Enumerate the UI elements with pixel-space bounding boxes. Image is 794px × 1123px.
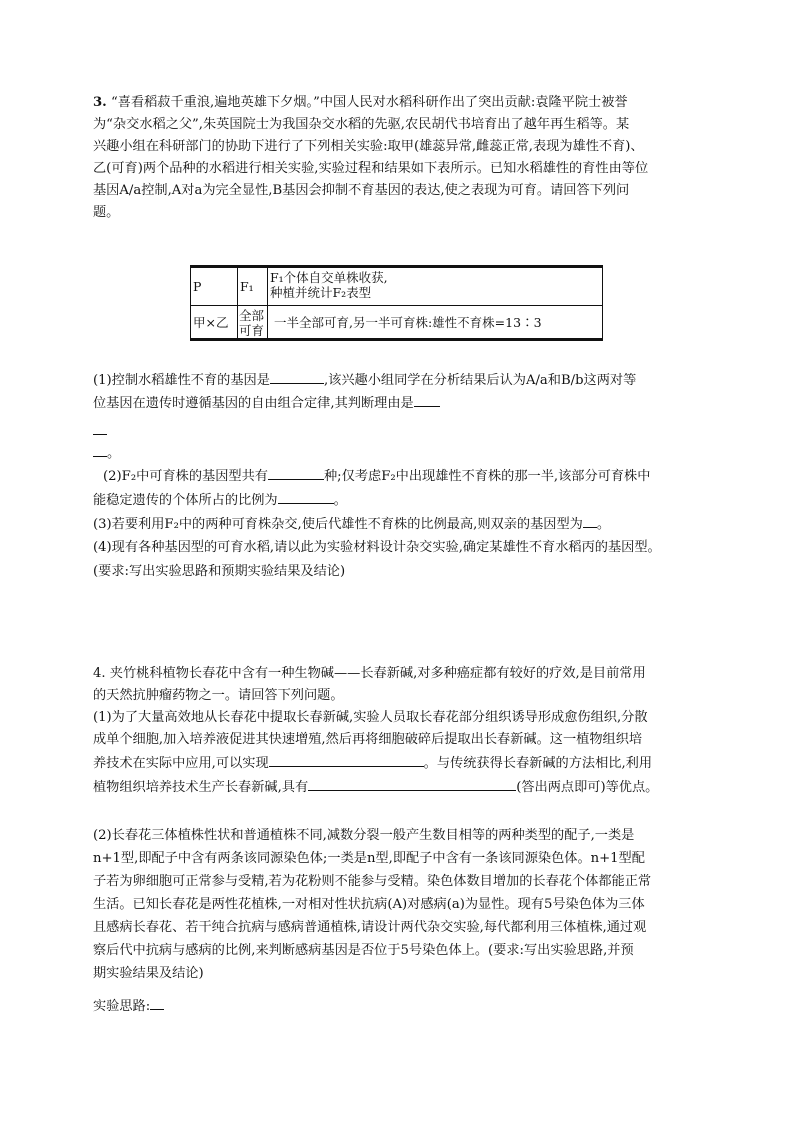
- table-cell-f1-line2: 可育: [239, 323, 265, 338]
- q3-sub4-line2: (要求:写出实验思路和预期实验结果及结论): [93, 564, 346, 579]
- q4-sub2-line4: 生活。已知长春花是两性花植株,一对相对性状抗病(A)对感病(a)为显性。现有5号染色体为三体: [93, 897, 645, 912]
- q3-sub1-line4: 。: [93, 442, 723, 465]
- q4-sub2-line3: 子若为卵细胞可正常参与受精,若为花粉则不能参与受精。染色体数目增加的长春花个体都能正常: [93, 874, 652, 889]
- q4-line-2: 的天然抗肿瘤药物之一。请回答下列问题。: [93, 688, 344, 703]
- table-cell-f1: [238, 306, 268, 341]
- q4-sub1-line2: 成单个细胞,加入培养液促进其快速增殖,然后再将细胞破碎后提取出长春新碱。这一植物组织培: [93, 732, 643, 747]
- q4-sub2-line1: (2)长春花三体植株性状和普通植株不同,减数分裂一般产生数目相等的两种类型的配子,一类是: [93, 828, 635, 843]
- q4-idea-line: [93, 995, 723, 1018]
- q3-sub4-line1: (4)现有各种基因型的可育水稻,请以此为实验材料设计杂交实验,确定某雄性不育水稻丙的基因型。: [93, 540, 661, 555]
- answer-blank[interactable]: [270, 369, 324, 384]
- q3-sub2-line2: 能稳定遗传的个体所占的比例为 。: [93, 489, 723, 512]
- answer-blank[interactable]: [150, 995, 164, 1010]
- table-header-f1: F₁: [238, 268, 268, 305]
- q3-line-2: 为“杂交水稻之父”,朱英国院士为我国杂交水稻的先驱,农民胡代书培育出了越年再生稻等。某: [93, 117, 630, 132]
- q3-line-1: [93, 92, 723, 114]
- q3-line-6: 题。: [93, 205, 120, 220]
- q4-sub1-line4: 植物组织培养技术生产长春新碱,具有 (答出两点即可)等优点。: [93, 776, 723, 799]
- q4-sub2-line6: 察后代中抗病与感病的比例,来判断感病基因是否位于5号染色体上。(要求:写出实验思路,并预: [93, 943, 634, 958]
- table-header-f2-line2: 种植并统计F₂表型: [270, 285, 372, 300]
- q3-number: 3.: [93, 95, 107, 110]
- table-cell-f2: 一半全部可育,另一半可育株:雄性不育株=13∶3: [274, 315, 542, 330]
- table-header-p: P: [191, 268, 238, 305]
- table-header-f2-line1: F₁个体自交单株收获,: [270, 270, 388, 285]
- answer-blank[interactable]: [269, 752, 424, 767]
- answer-blank[interactable]: [583, 513, 597, 528]
- q3-sub1-line1: (1)控制水稻雄性不育的基因是 ,该兴趣小组同学在分析结果后认为A/a和B/b这两对等: [93, 369, 723, 392]
- q3-sub1-line2: 位基因在遗传时遵循基因的自由组合定律,其判断理由是: [93, 392, 723, 415]
- q4-sub2-line7: 期实验结果及结论): [93, 966, 204, 981]
- q3-line-4: 乙(可育)两个品种的水稻进行相关实验,实验过程和结果如下表所示。已知水稻雄性的育性由等位: [93, 161, 649, 176]
- q4-sub1-line1: (1)为了大量高效地从长春花中提取长春新碱,实验人员取长春花部分组织诱导形成愈伤组织,分散: [93, 710, 648, 725]
- answer-blank[interactable]: [93, 442, 107, 457]
- answer-blank[interactable]: [414, 392, 440, 407]
- q4-sub1-line3: 养技术在实际中应用,可以实现 。与传统获得长春新碱的方法相比,利用: [93, 752, 723, 775]
- q3-results-table: [190, 265, 603, 341]
- answer-blank[interactable]: [268, 465, 324, 480]
- q3-sub2-line1: (2)F₂中可育株的基因型共有 种;仅考虑F₂中出现雄性不育株的那一半,该部分可育株中: [103, 465, 733, 488]
- q4-sub2-line2: n+1型,即配子中含有两条该同源染色体;一类是n型,即配子中含有一条该同源染色体。n+1型配: [93, 851, 645, 866]
- q4-sub2-line5: 且感病长春花、若干纯合抗病与感病普通植株,请设计两代杂交实验,每代都利用三体植株,通过观: [93, 920, 647, 935]
- q3-line-5: 基因A/a控制,A对a为完全显性,B基因会抑制不育基因的表达,使之表现为可育。请回答下列问: [93, 183, 630, 198]
- q3-sub3: (3)若要利用F₂中的两种可育株杂交,使后代雄性不育株的比例最高,则双亲的基因型为 。: [93, 513, 723, 536]
- q4-line-1: 4. 夹竹桃科植物长春花中含有一种生物碱——长春新碱,对多种癌症都有较好的疗效,是目前常用: [93, 666, 646, 681]
- answer-blank[interactable]: [93, 420, 107, 435]
- q3-text-1: “喜看稻菽千重浪,遍地英雄下夕烟。”中国人民对水稻科研作出了突出贡献:袁隆平院士被誉: [106, 95, 628, 110]
- q3-line-3: 兴趣小组在科研部门的协助下进行了下列相关实验:取甲(雄蕊异常,雌蕊正常,表现为雄性不育)、: [93, 139, 644, 154]
- table-cell-f1-line1: 全部: [239, 308, 265, 323]
- table-cell-p: 甲×乙: [191, 306, 238, 341]
- table-header-f2: [268, 268, 602, 305]
- q3-sub1-line3: [93, 420, 723, 443]
- experiment-idea-label: 实验思路:: [93, 999, 151, 1014]
- answer-blank[interactable]: [308, 776, 516, 791]
- answer-blank[interactable]: [278, 489, 334, 504]
